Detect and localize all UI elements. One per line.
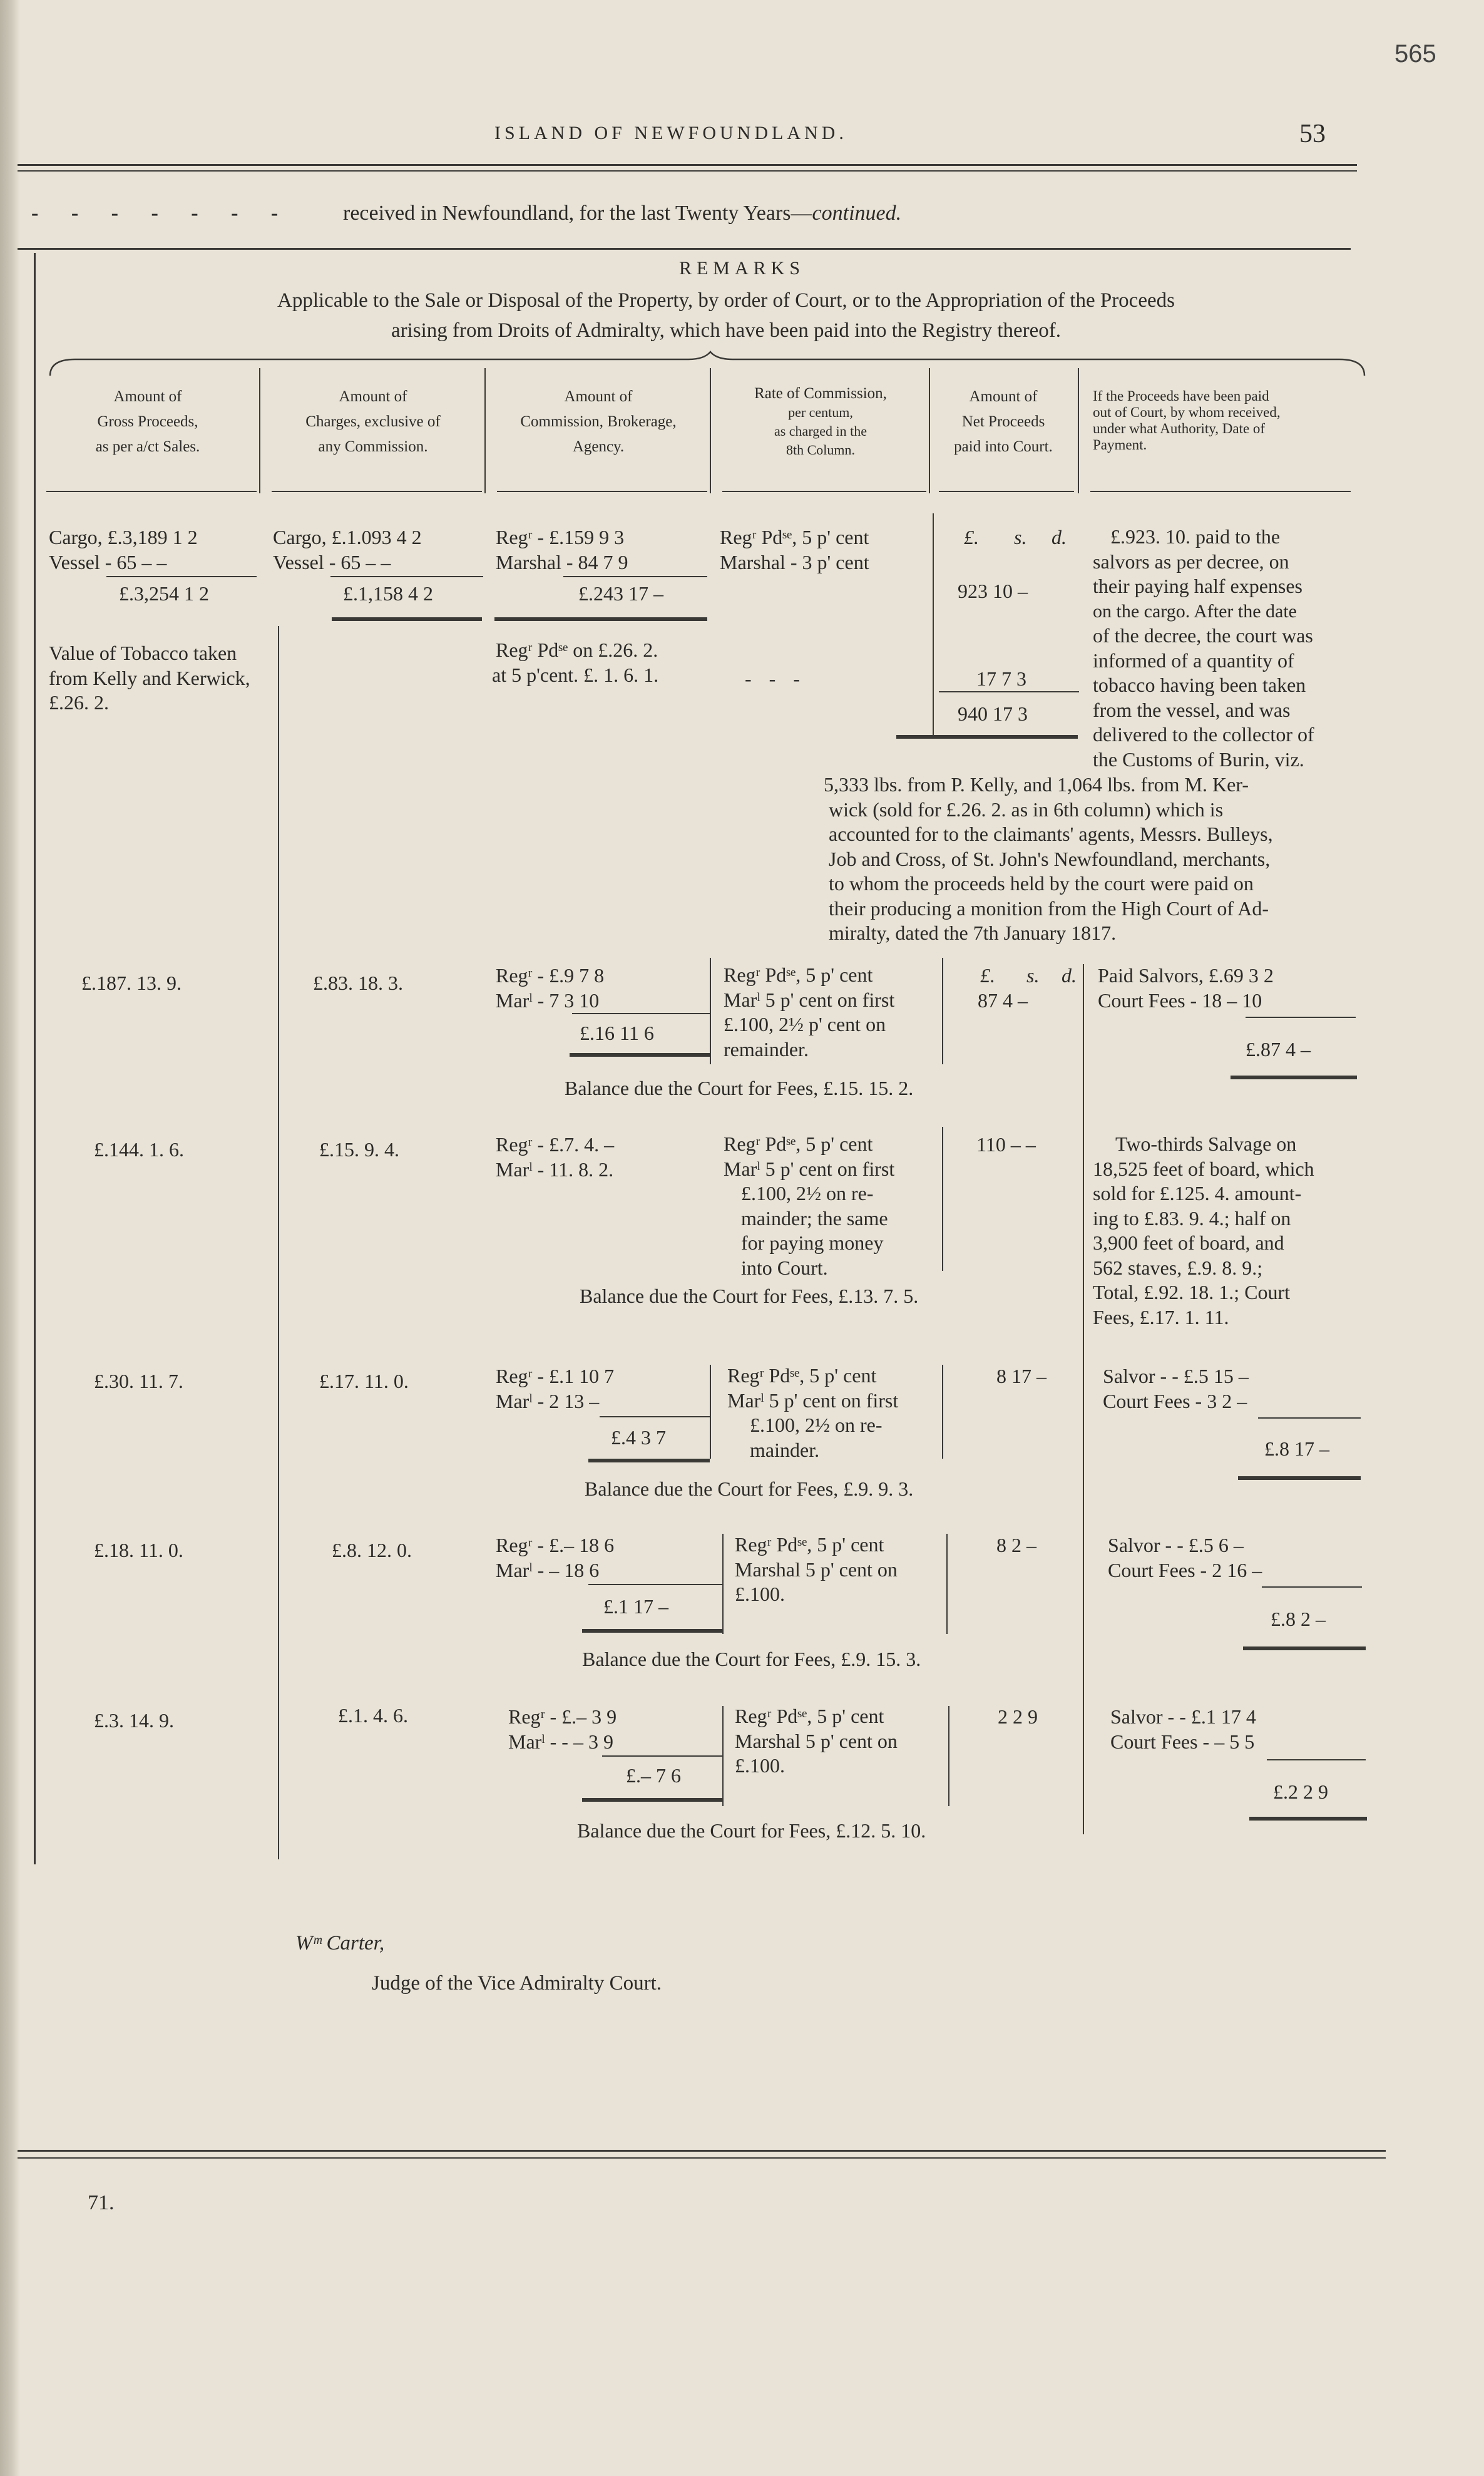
e6-balance: Balance due the Court for Fees, £.12. 5. 10. — [577, 1819, 926, 1842]
e1-net-tobacco: 17 7 3 — [976, 667, 1026, 690]
e1-payment-l4: on the cargo. After the date — [1093, 600, 1297, 622]
col-rate-l4: 8th Column. — [785, 442, 855, 458]
body-sep-e2-a — [710, 958, 711, 1064]
e4-payment-fees: Court Fees - 3 2 – — [1103, 1390, 1247, 1412]
header-underline-4 — [722, 491, 926, 492]
e2-net-head-l: £. — [980, 964, 995, 987]
e4-charges: £.17. 11. 0. — [319, 1370, 409, 1392]
body-sep-e5-a — [722, 1534, 724, 1634]
e3-payment — [1093, 1132, 1356, 1330]
e1-tobacco-value: Value of Tobacco taken from Kelly and Kerwick, £.26. 2. — [49, 642, 250, 714]
e2-net-head-s: s. — [1026, 964, 1040, 987]
e6-commission-total: £.– 7 6 — [626, 1764, 681, 1787]
e4-rate-l2: Marˡ 5 p' cent on first — [727, 1389, 899, 1412]
e1-wide-l4: Job and Cross, of St. John's Newfoundland, merchants, — [829, 847, 1271, 870]
col-gross-l2: Gross Proceeds, — [97, 413, 198, 430]
e1-payment-wide — [824, 773, 1362, 946]
e1-charges-vessel: Vessel - 65 – – — [273, 551, 391, 573]
e1-payment-l9: delivered to the collector of — [1093, 723, 1314, 746]
e1-payment-l5: of the decree, the court was — [1093, 624, 1313, 647]
e1-net-cargo: 923 10 – — [958, 580, 1028, 602]
col-header-gross — [36, 384, 259, 460]
e1-net-rule — [939, 691, 1079, 692]
col-payment-l4: Payment. — [1093, 437, 1147, 453]
e2-commission-rule — [572, 1013, 710, 1014]
header-underline-1 — [46, 491, 257, 492]
e5-commission-mar: Marˡ - – 18 6 — [496, 1559, 600, 1581]
e5-payment-total: £.8 2 – — [1271, 1608, 1326, 1630]
e6-net: 2 2 9 — [998, 1705, 1038, 1728]
col-header-charges — [262, 384, 484, 460]
signature-title: Judge of the Vice Admiralty Court. — [372, 1972, 662, 1995]
e1-net-head-l: £. — [964, 526, 979, 548]
e1-commission-marshal: Marshal - 84 7 9 — [496, 551, 628, 573]
body-sep-e3 — [942, 1127, 943, 1271]
e3-payment-l3: sold for £.125. 4. amount- — [1093, 1182, 1302, 1205]
e2-gross: £.187. 13. 9. — [81, 972, 182, 994]
e1-rate-marshal: Marshal - 3 p' cent — [720, 551, 869, 573]
col-charges-l3: any Commission. — [318, 438, 428, 455]
header-underline-3 — [497, 491, 707, 492]
col-net-l1: Amount of — [969, 388, 1038, 405]
e1-charges-double-rule — [332, 617, 482, 621]
remarks-title: REMARKS — [678, 258, 806, 279]
e5-rate-l1: Regʳ Pdˢᵉ, 5 p' cent — [735, 1533, 884, 1556]
e1-commission-double-rule — [494, 617, 707, 621]
e3-payment-l1: Two-thirds Salvage on — [1115, 1133, 1297, 1155]
e2-net: 87 4 – — [978, 989, 1028, 1012]
e4-rate-l4: mainder. — [750, 1438, 820, 1461]
e1-net-head-d: d. — [1052, 526, 1067, 548]
remarks-line-2: arising from Droits of Admiralty, which have been paid into the Registry thereof. — [391, 319, 1062, 342]
e6-payment-rule — [1267, 1759, 1366, 1760]
e2-commission-total: £.16 11 6 — [580, 1022, 654, 1044]
e3-gross: £.144. 1. 6. — [94, 1138, 184, 1161]
col-gross-l3: as per a/ct Sales. — [95, 438, 200, 455]
e4-gross: £.30. 11. 7. — [94, 1370, 183, 1392]
e1-commission-total: £.243 17 – — [578, 582, 663, 605]
e2-net-head-d: d. — [1062, 964, 1077, 987]
col-header-rate — [712, 384, 929, 460]
e2-rate-l4: remainder. — [724, 1037, 809, 1061]
e2-commission-mar: Marˡ - 7 3 10 — [496, 989, 600, 1012]
e1-rate-dashes: - - - — [745, 667, 806, 690]
e1-payment-l3: their paying half expenses — [1093, 575, 1302, 597]
e5-commission-reg: Regʳ - £.– 18 6 — [496, 1534, 615, 1556]
e1-wide-l1: 5,333 lbs. from P. Kelly, and 1,064 lbs. from M. Ker- — [824, 773, 1249, 796]
e3-rate-l5: for paying money — [741, 1231, 884, 1254]
e1-net-total: 940 17 3 — [958, 702, 1028, 725]
e1-charges-cargo: Cargo, £.1.093 4 2 — [273, 526, 422, 548]
e5-rate-l2: Marshal 5 p' cent on — [735, 1558, 898, 1581]
e4-payment-salvor: Salvor - - £.5 15 – — [1103, 1365, 1249, 1387]
col-header-net — [933, 384, 1074, 460]
body-sep-1 — [278, 626, 279, 1859]
table-left-border — [34, 253, 36, 1864]
e6-gross: £.3. 14. 9. — [94, 1709, 174, 1732]
header-underline-5 — [939, 491, 1074, 492]
header-underline-6 — [1090, 491, 1351, 492]
e5-payment-double-rule — [1243, 1646, 1366, 1650]
e6-rate-l1: Regʳ Pdˢᵉ, 5 p' cent — [735, 1705, 884, 1727]
e1-charges-total: £.1,158 4 2 — [343, 582, 433, 605]
e2-rate — [724, 963, 936, 1062]
e4-net: 8 17 – — [996, 1365, 1046, 1387]
e3-rate-l4: mainder; the same — [741, 1206, 888, 1230]
e1-payment-l6: informed of a quantity of — [1093, 649, 1294, 672]
e4-commission-reg: Regʳ - £.1 10 7 — [496, 1365, 615, 1387]
e1-net-left-rule — [933, 513, 934, 739]
e1-rate-reg: Regʳ Pdˢᵉ, 5 p' cent — [720, 526, 869, 548]
col-payment-l2: out of Court, by whom received, — [1093, 404, 1281, 420]
e1-commission-tobacco-2: at 5 p'cent. £. 1. 6. 1. — [492, 664, 659, 686]
e4-rate-l3: £.100, 2½ on re- — [750, 1414, 883, 1436]
e3-net: 110 – – — [976, 1133, 1036, 1156]
col-rate-l2: per centum, — [788, 404, 853, 420]
col-net-l2: Net Proceeds — [961, 413, 1045, 430]
body-sep-e6-b — [948, 1706, 949, 1806]
e3-rate-l2: Marˡ 5 p' cent on first — [724, 1157, 895, 1180]
e1-net-head-s: s. — [1014, 526, 1027, 548]
e3-payment-l5: 3,900 feet of board, and — [1093, 1231, 1284, 1254]
e3-rate-l3: £.100, 2½ on re- — [741, 1182, 874, 1205]
e5-commission-double-rule — [582, 1629, 722, 1633]
e1-charges-rule — [330, 576, 483, 577]
remarks-line-1: Applicable to the Sale or Disposal of the Property, by order of Court, or to the Appropriation of the Proceeds — [277, 289, 1175, 312]
e1-wide-l5: to whom the proceeds held by the court were paid on — [829, 872, 1254, 895]
e1-commission-reg: Regʳ - £.159 9 3 — [496, 526, 625, 548]
e1-wide-l6: their producing a monition from the High Court of Ad- — [829, 896, 1269, 920]
footer-rule-top — [18, 2150, 1386, 2152]
e1-gross-vessel: Vessel - 65 – – — [49, 551, 167, 573]
e2-payment-double-rule — [1231, 1076, 1357, 1079]
col-charges-l2: Charges, exclusive of — [305, 413, 441, 430]
col-payment-l3: under what Authority, Date of — [1093, 421, 1266, 436]
e2-payment-salvors: Paid Salvors, £.69 3 2 — [1098, 964, 1274, 987]
e1-wide-l2: wick (sold for £.26. 2. as in 6th column) which is — [829, 798, 1224, 821]
col-charges-l1: Amount of — [339, 388, 407, 405]
e2-rate-l3: £.100, 2½ p' cent on — [724, 1013, 886, 1035]
col-rate-l3: as charged in the — [774, 423, 867, 439]
e2-commission-double-rule — [570, 1053, 710, 1057]
e2-balance: Balance due the Court for Fees, £.15. 15. 2. — [565, 1077, 914, 1099]
e5-payment-salvor: Salvor - - £.5 6 – — [1108, 1534, 1244, 1556]
e4-balance: Balance due the Court for Fees, £.9. 9. 3. — [585, 1477, 914, 1500]
e6-commission-double-rule — [582, 1798, 722, 1802]
table-top-rule — [18, 248, 1351, 250]
e1-gross-rule — [106, 576, 257, 577]
e3-payment-l2: 18,525 feet of board, which — [1093, 1157, 1314, 1180]
page-number: 53 — [1299, 120, 1326, 148]
e6-payment-salvor: Salvor - - £.1 17 4 — [1110, 1705, 1256, 1728]
continuation-italic: continued. — [812, 202, 902, 225]
header-sep-1 — [259, 368, 260, 493]
e6-commission-mar: Marˡ - - – 3 9 — [508, 1730, 613, 1753]
continuation-dashes: - - - - - - - — [31, 202, 292, 225]
footer-rule-bottom — [18, 2157, 1386, 2159]
e3-payment-l6: 562 staves, £.9. 8. 9.; — [1093, 1256, 1263, 1279]
header-sep-5 — [1078, 368, 1079, 493]
e1-payment-l10: the Customs of Burin, viz. — [1093, 747, 1304, 771]
e5-gross: £.18. 11. 0. — [94, 1539, 183, 1561]
e2-payment-rule — [1246, 1017, 1356, 1018]
e5-rate-l3: £.100. — [735, 1583, 785, 1605]
body-sep-e2-b — [942, 958, 943, 1064]
e2-charges: £.83. 18. 3. — [313, 972, 403, 994]
e3-payment-l7: Total, £.92. 18. 1.; Court — [1093, 1281, 1291, 1303]
remarks-brace — [38, 351, 1371, 381]
e1-payment-l2: salvors as per decree, on — [1093, 550, 1289, 573]
e2-commission-reg: Regʳ - £.9 7 8 — [496, 964, 605, 987]
continuation-text: received in Newfoundland, for the last Twenty Years— — [343, 202, 812, 225]
e2-payment-fees: Court Fees - 18 – 10 — [1098, 989, 1262, 1012]
e1-payment-l8: from the vessel, and was — [1093, 698, 1291, 721]
book-spine-shadow — [0, 0, 20, 2476]
e4-rate — [727, 1364, 940, 1462]
e6-payment-total: £.2 2 9 — [1273, 1780, 1328, 1803]
e1-gross-total: £.3,254 1 2 — [119, 582, 209, 605]
e3-rate — [724, 1132, 936, 1280]
e4-commission-double-rule — [588, 1459, 710, 1462]
e6-payment-fees: Court Fees - – 5 5 — [1110, 1730, 1255, 1753]
e1-net-double-rule — [896, 735, 1078, 739]
header-sep-2 — [484, 368, 486, 493]
e1-wide-l3: accounted for to the claimants' agents, Messrs. Bulleys, — [829, 823, 1273, 845]
e6-rate — [735, 1704, 948, 1779]
e3-charges: £.15. 9. 4. — [319, 1138, 399, 1161]
body-sep-e6-a — [722, 1706, 724, 1806]
e6-commission-rule — [602, 1755, 722, 1757]
footer-number: 71. — [88, 2191, 115, 2214]
col-commission-l1: Amount of — [564, 388, 633, 405]
col-gross-l1: Amount of — [113, 388, 182, 405]
e5-net: 8 2 – — [996, 1534, 1036, 1556]
col-rate-l1: Rate of Commission, — [754, 385, 887, 402]
header-underline-2 — [272, 491, 482, 492]
e6-payment-double-rule — [1249, 1817, 1367, 1821]
e4-payment-total: £.8 17 – — [1264, 1437, 1329, 1460]
e1-payment-l7: tobacco having been taken — [1093, 674, 1306, 696]
e3-rate-l1: Regʳ Pdˢᵉ, 5 p' cent — [724, 1133, 873, 1155]
col-header-commission — [487, 384, 710, 460]
e4-payment-rule — [1258, 1417, 1361, 1419]
stamp-page-number: 565 — [1394, 40, 1436, 68]
e3-payment-l8: Fees, £.17. 1. 11. — [1093, 1305, 1229, 1328]
e5-commission-total: £.1 17 – — [603, 1595, 668, 1618]
e4-rate-l1: Regʳ Pdˢᵉ, 5 p' cent — [727, 1364, 877, 1387]
e5-payment-fees: Court Fees - 2 16 – — [1108, 1559, 1262, 1581]
e1-commission-rule — [563, 576, 707, 577]
e5-rate — [735, 1533, 948, 1607]
e1-gross-cargo: Cargo, £.3,189 1 2 — [49, 526, 198, 548]
header-rule-bottom — [18, 170, 1357, 172]
e1-wide-l7: miralty, dated the 7th January 1817. — [829, 922, 1117, 944]
e4-commission-rule — [600, 1416, 710, 1417]
body-sep-payment — [1083, 964, 1084, 1834]
col-commission-l3: Agency. — [572, 438, 625, 455]
e1-commission-tobacco-1: Regʳ Pdˢᵉ on £.26. 2. — [496, 639, 658, 661]
e3-balance: Balance due the Court for Fees, £.13. 7. 5. — [580, 1285, 919, 1307]
header-sep-4 — [929, 368, 930, 493]
e5-charges: £.8. 12. 0. — [332, 1539, 412, 1561]
e6-charges: £.1. 4. 6. — [338, 1704, 408, 1727]
header-sep-3 — [710, 368, 711, 493]
running-head: ISLAND OF NEWFOUNDLAND. — [494, 123, 847, 143]
e5-payment-rule — [1262, 1586, 1362, 1588]
e4-commission-total: £.4 3 7 — [611, 1426, 666, 1449]
e5-commission-rule — [588, 1584, 722, 1585]
e3-rate-l6: into Court. — [741, 1256, 828, 1279]
e4-commission-mar: Marˡ - 2 13 – — [496, 1390, 600, 1412]
col-net-l3: paid into Court. — [954, 438, 1053, 455]
col-payment-l1: If the Proceeds have been paid — [1093, 388, 1269, 404]
e6-rate-l2: Marshal 5 p' cent on — [735, 1729, 898, 1752]
e2-payment-total: £.87 4 – — [1246, 1038, 1311, 1061]
e3-payment-l4: ing to £.83. 9. 4.; half on — [1093, 1206, 1291, 1230]
e6-rate-l3: £.100. — [735, 1754, 785, 1777]
e5-balance: Balance due the Court for Fees, £.9. 15. 3. — [582, 1648, 921, 1670]
e6-commission-reg: Regʳ - £.– 3 9 — [508, 1705, 617, 1728]
e3-commission-mar: Marˡ - 11. 8. 2. — [496, 1158, 614, 1181]
continuation-line — [343, 202, 901, 225]
e2-rate-l1: Regʳ Pdˢᵉ, 5 p' cent — [724, 963, 873, 986]
e4-payment-double-rule — [1238, 1476, 1361, 1480]
col-commission-l2: Commission, Brokerage, — [520, 413, 677, 430]
header-rule-top — [18, 164, 1357, 166]
e1-payment-l1: £.923. 10. paid to the — [1110, 525, 1281, 548]
col-header-payment — [1093, 388, 1356, 453]
e2-rate-l2: Marˡ 5 p' cent on first — [724, 988, 895, 1011]
signature-name: Wᵐ Carter, — [295, 1932, 385, 1955]
e3-commission-reg: Regʳ - £.7. 4. – — [496, 1133, 615, 1156]
e1-payment-block — [1093, 525, 1356, 772]
body-sep-e4-a — [710, 1365, 711, 1459]
body-sep-e4-b — [942, 1365, 943, 1459]
